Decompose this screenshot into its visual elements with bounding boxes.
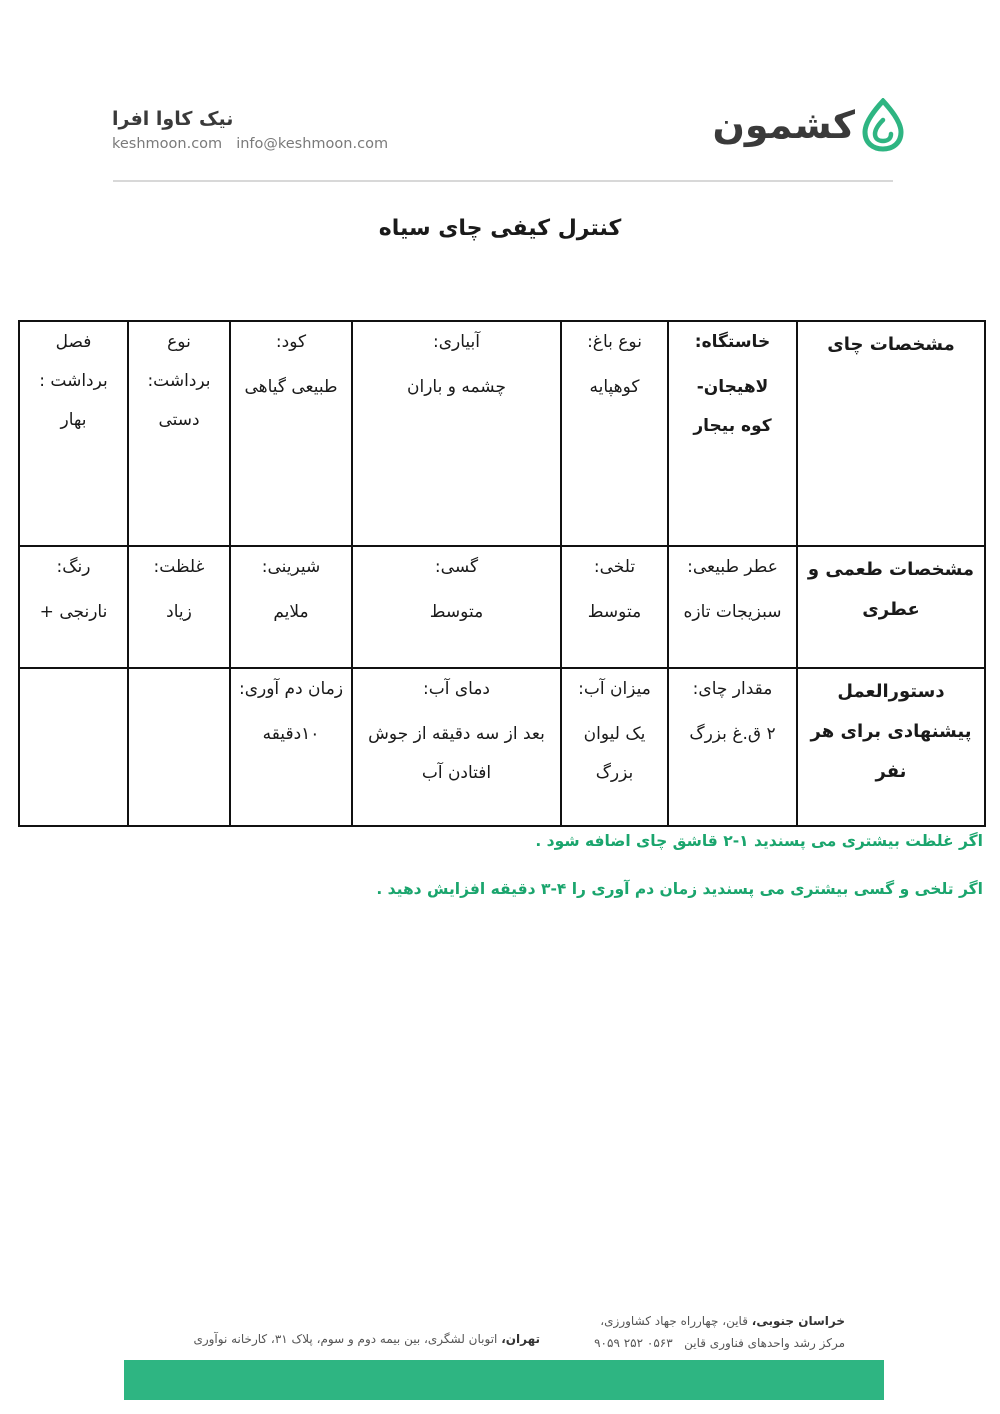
table-cell-astringency: گسی: متوسط: [352, 546, 561, 668]
table-cell-fertilizer: کود: طبیعی گیاهی: [230, 321, 352, 546]
note-bitterness: اگر تلخی و گسی بیشتری می پسندید زمان دم آوری را ۴-۳ دقیقه افزایش دهید .: [376, 880, 983, 898]
table-cell-harvest-type: نوع برداشت: دستی: [128, 321, 230, 546]
letterhead: [0, 0, 1000, 200]
table-cell-brew-time: زمان دم آوری: ۱۰دقیقه: [230, 668, 352, 826]
table-row: [19, 321, 985, 546]
email-link[interactable]: info@keshmoon.com: [236, 136, 389, 152]
spec-table: [18, 320, 986, 827]
row-header-instructions: دستورالعمل پیشنهادی برای هر نفر: [797, 668, 985, 826]
table-cell-thickness: غلظت: زیاد: [128, 546, 230, 668]
table-cell-sweetness: شیرینی: ملایم: [230, 546, 352, 668]
table-cell-garden-type: نوع باغ: کوهپایه: [561, 321, 668, 546]
footer-bar: [124, 1360, 884, 1400]
leaf-logo-icon: [861, 98, 905, 152]
table-cell-empty: [128, 668, 230, 826]
table-cell-empty: [19, 668, 128, 826]
footer-address-tehran: تهران، اتوبان لشگری، بین بیمه دوم و سوم، پلاک ۳۱، کارخانه نوآوری: [193, 1332, 540, 1346]
table-cell-tea-amount: مقدار چای: ۲ ق.غ بزرگ: [668, 668, 797, 826]
brand-name: کشمون: [712, 103, 855, 147]
company-block: [112, 108, 412, 152]
table-cell-harvest-season: فصل برداشت : بهار: [19, 321, 128, 546]
row-header-tea-specs: مشخصات چای: [797, 321, 985, 546]
page-title: کنترل کیفی چای سیاه: [378, 216, 622, 241]
website-link[interactable]: keshmoon.com: [112, 136, 223, 152]
table-row: [19, 546, 985, 668]
footer-address-south-khorasan: خراسان جنوبی، قاین، چهارراه جهاد کشاورزی، مرکز رشد واحدهای فناوری قاین ۰۵۶۳ ۲۵۲ ۹۰۵۹: [594, 1314, 845, 1350]
company-contact: [112, 136, 412, 152]
company-name: نیک کاوا افرا: [112, 108, 234, 130]
footer-phone: ۰۵۶۳ ۲۵۲ ۹۰۵۹: [594, 1336, 673, 1350]
header-divider: [113, 180, 893, 182]
table-cell-water-amount: میزان آب: یک لیوان بزرگ: [561, 668, 668, 826]
row-header-taste-specs: مشخصات طعمی و عطری: [797, 546, 985, 668]
brand-logo: [690, 95, 905, 155]
table-cell-aroma: عطر طبیعی: سبزیجات تازه: [668, 546, 797, 668]
table-cell-irrigation: آبیاری: چشمه و باران: [352, 321, 561, 546]
table-cell-origin: خاستگاه: لاهیجان- کوه بیجار: [668, 321, 797, 546]
table-row: [19, 668, 985, 826]
note-thickness: اگر غلظت بیشتری می پسندید ۱-۲ قاشق چای اضافه شود .: [535, 832, 983, 850]
table-cell-bitterness: تلخی: متوسط: [561, 546, 668, 668]
table-cell-color: رنگ: نارنجی +: [19, 546, 128, 668]
table-cell-water-temp: دمای آب: بعد از سه دقیقه از جوش افتادن آب: [352, 668, 561, 826]
